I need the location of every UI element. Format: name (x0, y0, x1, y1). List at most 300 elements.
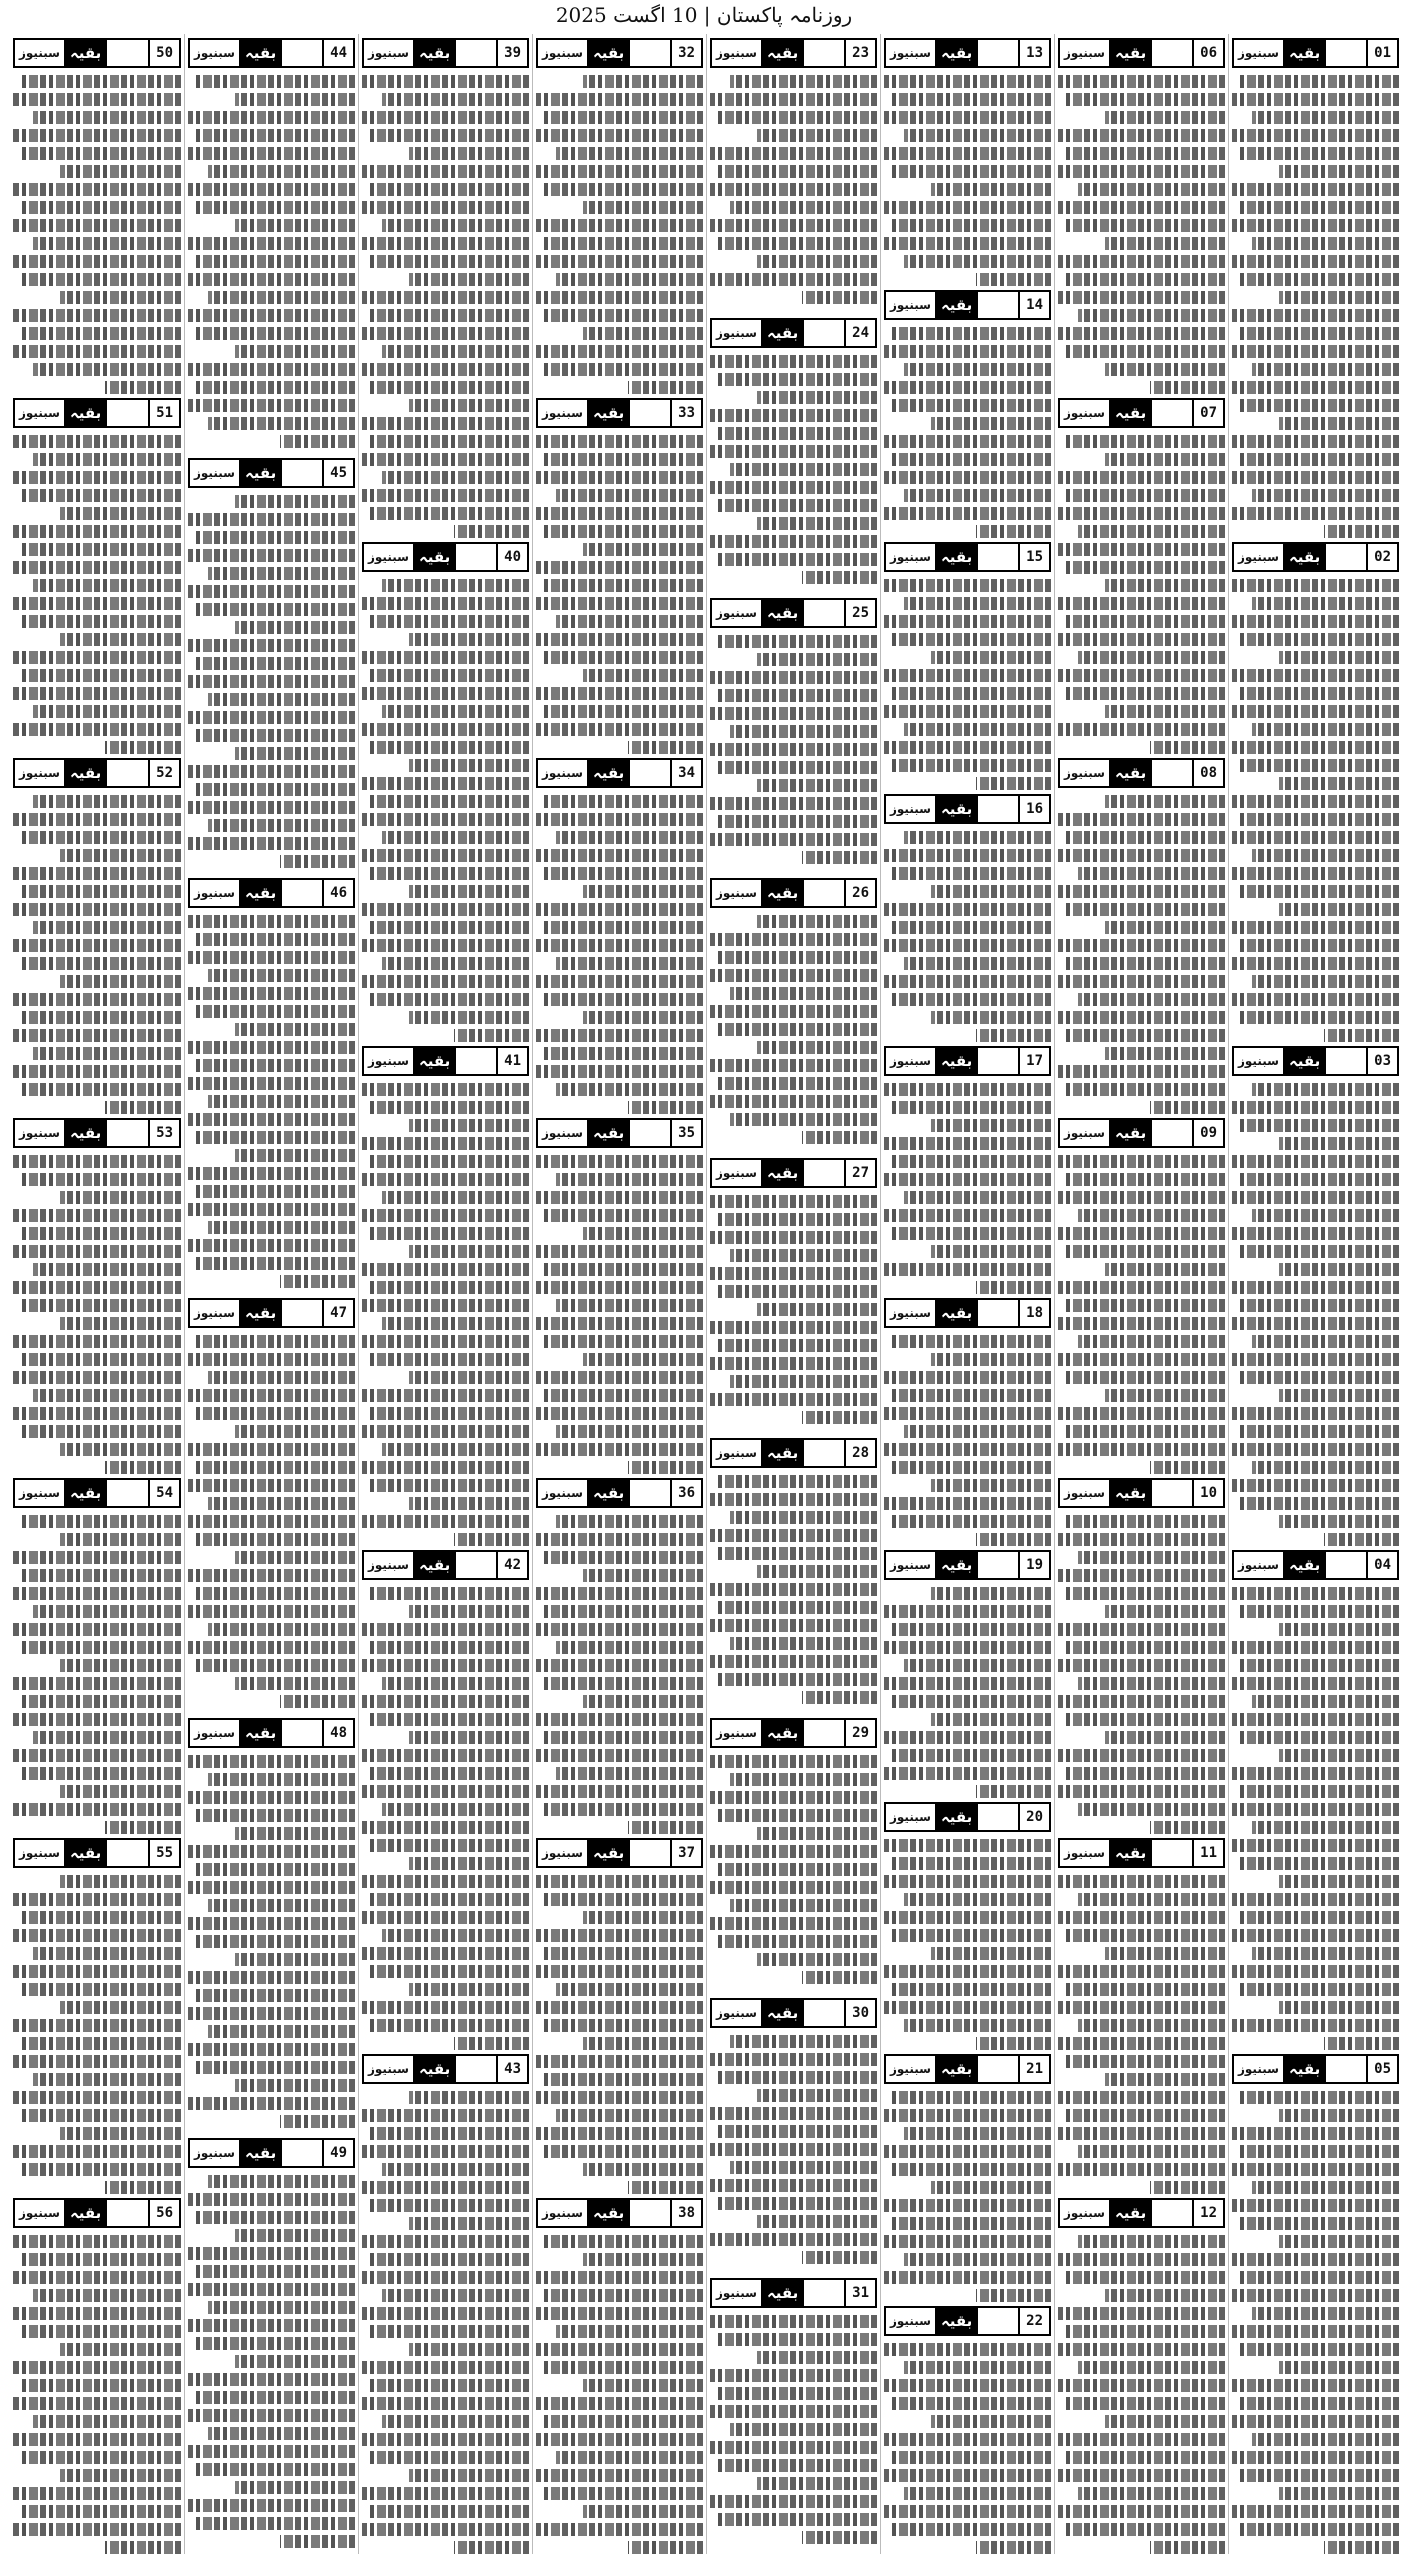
article-text-block (1232, 574, 1399, 1042)
continuation-tag (710, 1718, 877, 1748)
text-line (1058, 543, 1225, 556)
text-line (536, 2307, 703, 2320)
text-line (362, 2235, 529, 2248)
text-line (904, 255, 1051, 268)
text-line (583, 1353, 703, 1366)
text-line (188, 2499, 355, 2512)
source-label: سبنیوز (716, 46, 757, 60)
text-line (409, 2343, 529, 2356)
article-text-block (710, 910, 877, 1154)
text-line (536, 2523, 703, 2536)
baqiya-label: بقیہ (239, 1300, 282, 1326)
text-line (710, 1619, 877, 1632)
article-text-block (188, 2170, 355, 2554)
text-line (13, 2397, 181, 2410)
text-line (1065, 93, 1225, 106)
text-line (543, 2019, 703, 2032)
continuation-badge (364, 40, 456, 66)
text-line (556, 1515, 703, 1528)
text-line (1078, 651, 1225, 664)
text-line (1065, 273, 1225, 286)
text-line (1252, 1821, 1399, 1834)
text-line (556, 1299, 703, 1312)
column (358, 34, 532, 2554)
text-line (362, 939, 529, 952)
continuation-badge (364, 544, 456, 570)
text-line (931, 651, 1051, 664)
continuation-tag (710, 1998, 877, 2028)
text-line (195, 783, 355, 796)
continuation-badge (1060, 1120, 1152, 1146)
text-line (710, 2495, 877, 2508)
text-line (33, 237, 181, 250)
article-text-block (13, 430, 181, 754)
continuation-badge (1234, 1552, 1326, 1578)
text-line (33, 363, 181, 376)
text-line (195, 381, 355, 394)
continuation-badge (538, 1840, 630, 1866)
text-line (976, 1029, 1051, 1042)
text-line (20, 2163, 181, 2176)
text-line (1232, 2415, 1399, 2428)
text-line (710, 1881, 877, 1894)
text-line (976, 777, 1051, 790)
text-line (1279, 903, 1399, 916)
text-line (1065, 1029, 1225, 1042)
continuation-badge (190, 460, 282, 486)
text-line (382, 957, 529, 970)
text-line (536, 165, 703, 178)
text-line (976, 1533, 1051, 1546)
text-line (628, 741, 703, 754)
text-line (717, 1339, 877, 1352)
baqiya-label: بقیہ (1283, 1552, 1326, 1578)
text-line (33, 1605, 181, 1618)
text-line (802, 291, 877, 304)
article-text-block (710, 2030, 877, 2274)
text-line (1065, 1425, 1225, 1438)
text-line (188, 1515, 355, 1528)
text-line (1065, 1245, 1225, 1258)
text-line (543, 2361, 703, 2374)
text-line (235, 621, 355, 634)
continuation-number: 21 (1018, 2056, 1049, 2082)
text-line (1239, 939, 1399, 952)
text-line (884, 1767, 1051, 1780)
text-line (1324, 525, 1399, 538)
source-label: سبنیوز (890, 46, 931, 60)
text-line (1065, 2109, 1225, 2122)
text-line (1252, 489, 1399, 502)
continuation-badge (886, 1048, 978, 1074)
text-line (1324, 2037, 1399, 2050)
text-line (1058, 1317, 1225, 1330)
text-line (884, 1911, 1051, 1924)
text-line (1065, 2271, 1225, 2284)
text-line (235, 93, 355, 106)
text-line (710, 2233, 877, 2246)
baqiya-label: بقیہ (64, 40, 107, 66)
continuation-number: 42 (496, 1552, 527, 1578)
baqiya-label: بقیہ (64, 1480, 107, 1506)
text-line (583, 327, 703, 340)
text-line (904, 723, 1051, 736)
text-line (583, 885, 703, 898)
continuation-tag (884, 1550, 1051, 1580)
text-line (362, 777, 529, 790)
text-line (1252, 237, 1399, 250)
text-line (1239, 2271, 1399, 2284)
text-line (195, 933, 355, 946)
text-line (710, 1791, 877, 1804)
text-line (369, 183, 529, 196)
text-line (13, 345, 181, 358)
text-line (369, 507, 529, 520)
text-line (543, 2487, 703, 2500)
text-line (536, 129, 703, 142)
baqiya-label: بقیہ (1109, 40, 1152, 66)
text-line (235, 2229, 355, 2242)
continuation-badge (190, 2140, 282, 2166)
article-text-block (188, 70, 355, 454)
text-line (235, 1023, 355, 1036)
text-line (362, 1083, 529, 1096)
text-line (931, 417, 1051, 430)
text-line (1105, 2289, 1225, 2302)
continuation-badge (1060, 760, 1152, 786)
text-line (1058, 1569, 1225, 1582)
text-line (369, 255, 529, 268)
text-line (1232, 1587, 1399, 1600)
article-text-block (188, 490, 355, 874)
text-line (717, 1077, 877, 1090)
text-line (1232, 1677, 1399, 1690)
continuation-number: 22 (1018, 2308, 1049, 2334)
text-line (1065, 957, 1225, 970)
text-line (717, 2071, 877, 2084)
text-line (1105, 1605, 1225, 1618)
text-line (1058, 597, 1225, 610)
text-line (1239, 1497, 1399, 1510)
text-line (1279, 2109, 1399, 2122)
text-line (1105, 921, 1225, 934)
text-line (710, 707, 877, 720)
source-label: سبنیوز (1064, 1486, 1105, 1500)
text-line (1058, 1785, 1225, 1798)
text-line (60, 1785, 181, 1798)
article-text-block (1232, 2086, 1399, 2554)
baqiya-label: بقیہ (761, 320, 804, 346)
text-line (1232, 1191, 1399, 1204)
continuation-number: 50 (148, 40, 179, 66)
text-line (717, 1935, 877, 1948)
text-line (1058, 2037, 1225, 2050)
baqiya-label: بقیہ (239, 40, 282, 66)
text-line (362, 1785, 529, 1798)
source-label: سبنیوز (542, 406, 583, 420)
text-line (1058, 2505, 1225, 2518)
text-line (717, 2333, 877, 2346)
text-line (717, 1475, 877, 1488)
continuation-number: 30 (844, 2000, 875, 2026)
continuation-tag (710, 598, 877, 628)
continuation-badge (538, 1480, 630, 1506)
text-line (13, 1029, 181, 1042)
text-line (13, 1281, 181, 1294)
source-label: سبنیوز (542, 2206, 583, 2220)
text-line (1058, 1353, 1225, 1366)
text-line (1232, 1641, 1399, 1654)
continuation-number: 19 (1018, 1552, 1049, 1578)
text-line (409, 1857, 529, 1870)
text-line (20, 1011, 181, 1024)
text-line (20, 2325, 181, 2338)
baqiya-label: بقیہ (64, 1120, 107, 1146)
text-line (583, 75, 703, 88)
continuation-tag (1232, 542, 1399, 572)
continuation-tag (884, 38, 1051, 68)
text-line (931, 183, 1051, 196)
continuation-number: 37 (670, 1840, 701, 1866)
text-line (757, 653, 877, 666)
text-line (195, 2517, 355, 2530)
baqiya-label: بقیہ (239, 1720, 282, 1746)
text-line (717, 815, 877, 828)
text-line (1058, 2307, 1225, 2320)
text-line (362, 1335, 529, 1348)
column (10, 34, 184, 2554)
text-line (33, 795, 181, 808)
text-line (931, 1353, 1051, 1366)
source-label: سبنیوز (19, 2206, 60, 2220)
text-line (235, 219, 355, 232)
text-line (1065, 1173, 1225, 1186)
text-line (195, 1935, 355, 1948)
continuation-tag (1058, 1478, 1225, 1508)
text-line (362, 2307, 529, 2320)
text-line (1232, 1353, 1399, 1366)
continuation-number: 16 (1018, 796, 1049, 822)
text-line (884, 2145, 1051, 2158)
text-line (904, 129, 1051, 142)
text-line (904, 1893, 1051, 1906)
text-line (1239, 2523, 1399, 2536)
text-line (717, 237, 877, 250)
continuation-tag (188, 878, 355, 908)
text-line (710, 1059, 877, 1072)
continuation-number: 14 (1018, 292, 1049, 318)
text-line (884, 2199, 1051, 2212)
text-line (235, 1827, 355, 1840)
baqiya-label: بقیہ (587, 1840, 630, 1866)
text-line (536, 219, 703, 232)
source-label: سبنیوز (716, 606, 757, 620)
text-line (105, 2181, 181, 2194)
text-line (1232, 183, 1399, 196)
text-line (195, 1863, 355, 1876)
text-line (884, 2343, 1051, 2356)
text-line (188, 111, 355, 124)
text-line (536, 2091, 703, 2104)
text-line (1078, 993, 1225, 1006)
continuation-number: 35 (670, 1120, 701, 1146)
text-line (1058, 255, 1225, 268)
text-line (20, 1425, 181, 1438)
text-line (1058, 1407, 1225, 1420)
article-text-block (884, 826, 1051, 1042)
text-line (13, 2307, 181, 2320)
text-line (710, 1845, 877, 1858)
continuation-badge (712, 1440, 804, 1466)
text-line (1232, 2253, 1399, 2266)
continuation-badge (538, 40, 630, 66)
text-line (536, 2433, 703, 2446)
text-line (757, 2351, 877, 2364)
text-line (1239, 687, 1399, 700)
continuation-badge (190, 1300, 282, 1326)
continuation-tag (536, 758, 703, 788)
text-line (369, 867, 529, 880)
continuation-number: 15 (1018, 544, 1049, 570)
text-line (891, 867, 1051, 880)
text-line (382, 471, 529, 484)
text-line (1078, 1209, 1225, 1222)
text-line (891, 2163, 1051, 2176)
text-line (33, 705, 181, 718)
continuation-badge (15, 760, 107, 786)
baqiya-label: بقیہ (935, 544, 978, 570)
text-line (13, 1929, 181, 1942)
text-line (710, 1493, 877, 1506)
continuation-tag (188, 2138, 355, 2168)
text-line (362, 291, 529, 304)
source-label: سبنیوز (1238, 1054, 1279, 1068)
text-line (730, 1637, 877, 1650)
text-line (362, 237, 529, 250)
text-line (583, 669, 703, 682)
text-line (904, 597, 1051, 610)
text-line (188, 951, 355, 964)
text-line (710, 1267, 877, 1280)
continuation-tag (536, 398, 703, 428)
text-line (710, 1917, 877, 1930)
continuation-badge (712, 880, 804, 906)
text-line (33, 1047, 181, 1060)
continuation-tag (362, 1550, 529, 1580)
text-line (1065, 2325, 1225, 2338)
text-line (13, 597, 181, 610)
text-line (409, 399, 529, 412)
text-line (1279, 2361, 1399, 2374)
text-line (583, 2379, 703, 2392)
text-line (369, 1407, 529, 1420)
text-line (884, 615, 1051, 628)
text-line (20, 2379, 181, 2392)
text-line (536, 1713, 703, 1726)
text-line (235, 1953, 355, 1966)
baqiya-label: بقیہ (587, 40, 630, 66)
source-label: سبنیوز (1064, 1846, 1105, 1860)
continuation-tag (1058, 758, 1225, 788)
text-line (583, 1011, 703, 1024)
article-text-block (1058, 70, 1225, 394)
text-line (20, 75, 181, 88)
text-line (556, 615, 703, 628)
text-line (208, 291, 355, 304)
text-line (188, 1605, 355, 1618)
text-line (1279, 1875, 1399, 1888)
source-label: سبنیوز (542, 766, 583, 780)
text-line (536, 2469, 703, 2482)
source-label: سبنیوز (194, 1726, 235, 1740)
text-line (188, 675, 355, 688)
text-line (536, 1785, 703, 1798)
continuation-badge (712, 2280, 804, 2306)
text-line (369, 2379, 529, 2392)
text-line (536, 291, 703, 304)
text-line (717, 1023, 877, 1036)
continuation-tag (884, 290, 1051, 320)
text-line (730, 75, 877, 88)
text-line (543, 1047, 703, 1060)
text-line (1232, 1317, 1399, 1330)
text-line (1058, 1443, 1225, 1456)
article-text-block (884, 1330, 1051, 1546)
text-line (369, 741, 529, 754)
text-line (208, 1371, 355, 1384)
source-label: سبنیوز (542, 1126, 583, 1140)
text-line (583, 543, 703, 556)
text-line (1058, 1227, 1225, 1240)
text-line (1078, 2361, 1225, 2374)
text-line (884, 1443, 1051, 1456)
text-line (536, 903, 703, 916)
text-line (710, 833, 877, 846)
article-text-block (13, 1870, 181, 2194)
text-line (1232, 2163, 1399, 2176)
source-label: سبنیوز (368, 2062, 409, 2076)
text-line (710, 2143, 877, 2156)
text-line (13, 183, 181, 196)
text-line (188, 837, 355, 850)
text-line (188, 711, 355, 724)
text-line (1105, 1263, 1225, 1276)
source-label: سبنیوز (542, 46, 583, 60)
text-line (235, 1551, 355, 1564)
text-line (931, 1479, 1051, 1492)
continuation-tag (710, 318, 877, 348)
text-line (536, 2271, 703, 2284)
text-line (409, 1119, 529, 1132)
text-line (1058, 1965, 1225, 1978)
text-line (543, 2415, 703, 2428)
text-line (13, 93, 181, 106)
text-line (1279, 2001, 1399, 2014)
text-line (188, 2409, 355, 2422)
text-line (717, 689, 877, 702)
text-line (628, 381, 703, 394)
article-text-block (13, 2230, 181, 2554)
text-line (1065, 147, 1225, 160)
text-line (1252, 1947, 1399, 1960)
text-line (60, 291, 181, 304)
continuation-tag (1058, 1118, 1225, 1148)
text-line (891, 633, 1051, 646)
text-line (757, 2215, 877, 2228)
text-line (710, 2053, 877, 2066)
text-line (536, 345, 703, 358)
text-line (208, 1773, 355, 1786)
